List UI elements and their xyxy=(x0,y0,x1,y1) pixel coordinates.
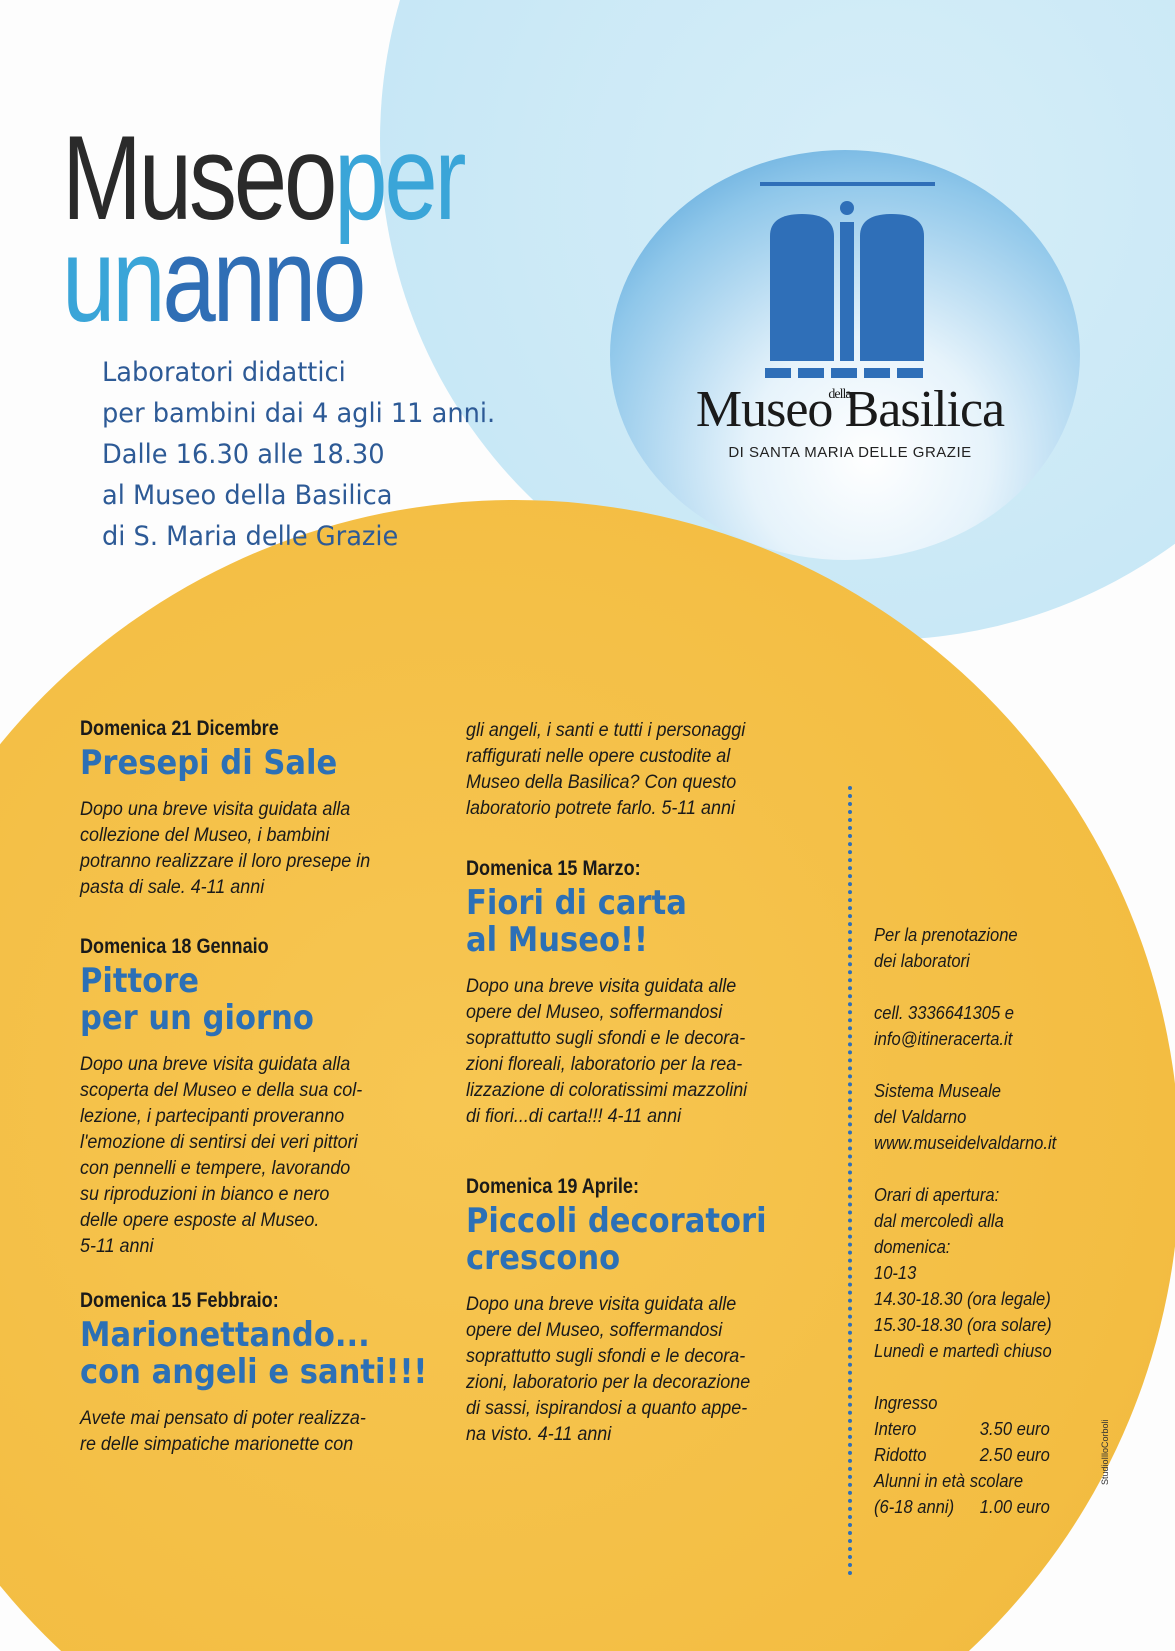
event-description xyxy=(80,1051,435,1259)
intro-line: di S. Maria delle Grazie xyxy=(102,521,399,552)
title-word-un: un xyxy=(62,213,163,347)
event-title: per un giorno xyxy=(80,998,314,1038)
event-title: crescono xyxy=(466,1238,621,1278)
info-column xyxy=(874,922,1104,1520)
title-word-museo: Museo xyxy=(62,111,335,245)
email-address: info@itineracerta.it xyxy=(874,1029,1013,1049)
price-row xyxy=(874,1494,1086,1520)
desc-line: Dopo una breve visita guidata alla xyxy=(80,798,351,820)
logo-subtitle: DI SANTA MARIA DELLE GRAZIE xyxy=(728,444,972,461)
page-title xyxy=(62,111,564,347)
info-line: Orari di apertura: xyxy=(874,1185,1000,1205)
intro-text xyxy=(102,352,516,557)
info-line: dal mercoledì alla xyxy=(874,1211,1004,1231)
desc-line: opere del Museo, soffermandosi xyxy=(466,1319,723,1341)
event-block xyxy=(80,717,435,900)
desc-line: lezione, i partecipanti proveranno xyxy=(80,1105,345,1127)
ticket-heading: Ingresso xyxy=(874,1393,938,1413)
event-description xyxy=(466,973,816,1129)
desc-line: lizzazione di coloratissimi mazzolini xyxy=(466,1079,748,1101)
intro-line: Dalle 16.30 alle 18.30 xyxy=(102,439,385,470)
desc-line: re delle simpatiche marionette con xyxy=(80,1433,354,1455)
event-title: con angeli e santi!!! xyxy=(80,1352,428,1392)
desc-line: opere del Museo, soffermandosi xyxy=(466,1001,723,1023)
desc-line: soprattutto sugli sfondi e le decora- xyxy=(466,1345,746,1367)
intro-line: al Museo della Basilica xyxy=(102,480,393,511)
event-title: Pittore xyxy=(80,961,200,1001)
desc-line: zioni floreali, laboratorio per la rea- xyxy=(466,1053,743,1075)
event-description xyxy=(466,1291,816,1447)
website-link: www.museidelvaldarno.it xyxy=(874,1133,1057,1153)
logo-word-della: della xyxy=(828,387,851,402)
studio-credit: StudioIlloCorboli xyxy=(1100,1419,1110,1485)
basilica-logo-icon xyxy=(762,196,932,361)
logo-word-museo: Museo xyxy=(695,381,833,438)
desc-line: 5-11 anni xyxy=(80,1235,154,1257)
events-column-middle xyxy=(466,717,816,1447)
desc-line: laboratorio potrete farlo. 5-11 anni xyxy=(466,797,735,819)
intro-line: Laboratori didattici xyxy=(102,357,346,388)
event-block xyxy=(466,857,816,1129)
info-line: dei laboratori xyxy=(874,951,970,971)
desc-line: Dopo una breve visita guidata alla xyxy=(80,1053,351,1075)
event-title: Fiori di carta xyxy=(466,883,687,923)
logo-top-bar xyxy=(760,182,935,186)
title-word-anno: anno xyxy=(162,213,364,347)
event-description xyxy=(80,796,435,900)
info-line: domenica: xyxy=(874,1237,951,1257)
event-description-continued xyxy=(466,717,816,821)
desc-line: con pennelli e tempere, lavorando xyxy=(80,1157,351,1179)
desc-line: Avete mai pensato di poter realizza- xyxy=(80,1407,366,1429)
desc-line: di sassi, ispirandosi a quanto appe- xyxy=(466,1397,748,1419)
event-title: al Museo!! xyxy=(466,920,648,960)
event-block xyxy=(466,1175,816,1447)
dotted-divider xyxy=(848,786,852,1576)
price-label: Ridotto xyxy=(874,1445,927,1465)
desc-line: delle opere esposte al Museo. xyxy=(80,1209,320,1231)
desc-line: Dopo una breve visita guidata alle xyxy=(466,975,737,997)
title-word-per: per xyxy=(334,111,464,245)
event-title: Marionettando... xyxy=(80,1315,370,1355)
logo-dash-bar xyxy=(765,368,925,378)
price-row xyxy=(874,1442,1086,1468)
info-line: 14.30-18.30 (ora legale) xyxy=(874,1289,1051,1309)
desc-line: zioni, laboratorio per la decorazione xyxy=(466,1371,751,1393)
desc-line: potranno realizzare il loro presepe in xyxy=(80,850,371,872)
event-date: Domenica 15 Marzo: xyxy=(466,857,641,880)
event-title: Piccoli decoratori xyxy=(466,1201,767,1241)
price-value: 3.50 euro xyxy=(979,1419,1050,1439)
event-date: Domenica 21 Dicembre xyxy=(80,717,279,740)
event-date: Domenica 18 Gennaio xyxy=(80,935,269,958)
event-block xyxy=(80,1289,435,1457)
logo-word-basilica: Basilica xyxy=(844,381,1005,438)
info-line: Lunedì e martedì chiuso xyxy=(874,1341,1052,1361)
price-row xyxy=(874,1416,1086,1442)
desc-line: collezione del Museo, i bambini xyxy=(80,824,330,846)
info-line: 15.30-18.30 (ora solare) xyxy=(874,1315,1052,1335)
event-date: Domenica 19 Aprile: xyxy=(466,1175,639,1198)
price-label: (6-18 anni) xyxy=(874,1497,955,1517)
desc-line: l'emozione di sentirsi dei veri pittori xyxy=(80,1131,358,1153)
events-column-left xyxy=(80,717,435,1457)
desc-line: scoperta del Museo e della sua col- xyxy=(80,1079,363,1101)
price-value: 1.00 euro xyxy=(979,1497,1050,1517)
price-label: Intero xyxy=(874,1419,917,1439)
info-line: del Valdarno xyxy=(874,1107,967,1127)
desc-line: su riproduzioni in bianco e nero xyxy=(80,1183,330,1205)
event-date: Domenica 15 Febbraio: xyxy=(80,1289,279,1312)
intro-line: per bambini dai 4 agli 11 anni. xyxy=(102,398,496,429)
info-line: 10-13 xyxy=(874,1263,917,1283)
event-block xyxy=(80,935,435,1259)
desc-line: raffigurati nelle opere custodite al xyxy=(466,745,731,767)
phone-number: cell. 3336641305 e xyxy=(874,1003,1014,1023)
info-line: Sistema Museale xyxy=(874,1081,1002,1101)
desc-line: na visto. 4-11 anni xyxy=(466,1423,612,1445)
price-value: 2.50 euro xyxy=(979,1445,1050,1465)
desc-line: di fiori...di carta!!! 4-11 anni xyxy=(466,1105,682,1127)
desc-line: gli angeli, i santi e tutti i personaggi xyxy=(466,719,746,741)
desc-line: soprattutto sugli sfondi e le decora- xyxy=(466,1027,746,1049)
info-line: Alunni in età scolare xyxy=(874,1471,1024,1491)
desc-line: Museo della Basilica? Con questo xyxy=(466,771,737,793)
desc-line: pasta di sale. 4-11 anni xyxy=(80,876,265,898)
desc-line: Dopo una breve visita guidata alle xyxy=(466,1293,737,1315)
logo-name xyxy=(670,380,1030,439)
event-title: Presepi di Sale xyxy=(80,743,338,783)
event-description xyxy=(80,1405,435,1457)
info-line: Per la prenotazione xyxy=(874,925,1018,945)
